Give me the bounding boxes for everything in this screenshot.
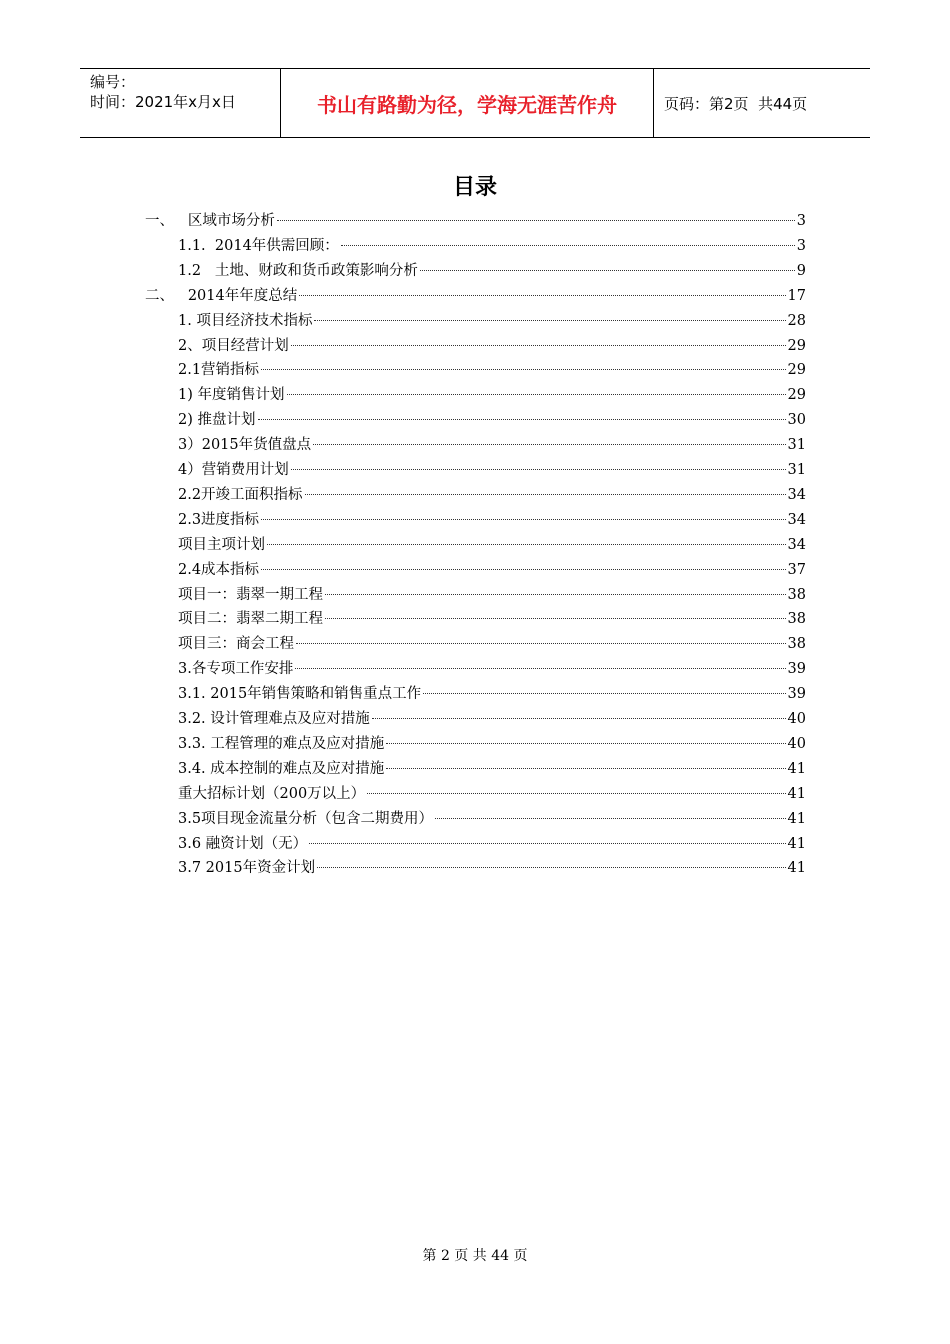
toc-entry[interactable]	[178, 657, 806, 681]
toc-entry-label: 3.5项目现金流量分析（包含二期费用）	[178, 810, 434, 827]
toc-entry[interactable]	[178, 358, 806, 382]
toc-entry-page: 40	[787, 711, 806, 727]
toc-leader-dots	[423, 693, 785, 694]
toc-entry-page: 41	[787, 785, 806, 802]
toc-leader-dots	[291, 469, 786, 470]
toc-leader-dots	[295, 668, 785, 669]
toc-entry-label: 3.6 融资计划（无）	[178, 835, 308, 852]
toc-leader-dots	[341, 245, 795, 246]
toc-leader-dots	[287, 394, 786, 395]
toc-entry-label: 4）营销费用计划	[178, 462, 289, 478]
toc-leader-dots	[420, 270, 795, 271]
toc-entry-label: 一、 区域市场分析	[145, 213, 275, 229]
toc-entry-page: 31	[787, 437, 806, 454]
toc-leader-dots	[261, 569, 785, 570]
toc-entry-label: 3.2. 设计管理难点及应对措施	[178, 711, 370, 727]
toc-entry-page: 29	[787, 387, 806, 404]
toc-leader-dots	[261, 519, 785, 520]
toc-entry[interactable]	[178, 458, 806, 482]
toc-entry-page: 17	[787, 287, 806, 304]
toc-entry-label: 1. 项目经济技术指标	[178, 312, 313, 329]
toc-entry[interactable]	[178, 707, 806, 731]
toc-entry-label: 3.4. 成本控制的难点及应对措施	[178, 760, 385, 777]
toc-entry[interactable]	[178, 682, 806, 706]
toc-entry[interactable]	[178, 433, 806, 457]
page-header	[80, 68, 870, 138]
toc-entry[interactable]	[178, 856, 806, 880]
toc-entry[interactable]	[178, 782, 806, 806]
toc-entry-page: 34	[787, 511, 806, 528]
toc-entry[interactable]	[178, 583, 806, 607]
toc-entry-page: 41	[787, 810, 806, 827]
document-time-label: 时间：2021年x月x日	[90, 93, 236, 111]
toc-leader-dots	[325, 594, 786, 595]
toc-entry[interactable]	[145, 209, 806, 233]
toc-entry[interactable]	[178, 234, 806, 258]
toc-entry-label: 重大招标计划（200万以上）	[178, 785, 366, 802]
toc-entry-label: 1.2 土地、财政和货币政策影响分析	[178, 262, 418, 279]
toc-entry-page: 41	[787, 760, 806, 777]
toc-entry-page: 28	[787, 312, 806, 329]
footer-page-number: 第 2 页 共 44 页	[422, 1248, 528, 1264]
toc-entry-label: 2) 推盘计划	[178, 412, 256, 429]
toc-entry[interactable]	[178, 558, 806, 582]
toc-entry-label: 项目三：商会工程	[178, 636, 294, 653]
toc-entry[interactable]	[178, 533, 806, 557]
toc-leader-dots	[267, 544, 786, 545]
toc-entry[interactable]	[178, 334, 806, 358]
toc-entry[interactable]	[178, 807, 806, 831]
toc-entry-label: 2.1营销指标	[178, 362, 260, 379]
toc-entry-page: 29	[787, 337, 806, 354]
toc-leader-dots	[291, 345, 786, 346]
toc-leader-dots	[386, 743, 785, 744]
toc-leader-dots	[309, 843, 785, 844]
toc-entry[interactable]	[178, 732, 806, 756]
toc-leader-dots	[313, 444, 785, 445]
toc-entry[interactable]	[145, 284, 806, 308]
toc-entry-label: 1) 年度销售计划	[178, 387, 285, 404]
header-meta	[80, 69, 281, 137]
toc-entry-label: 2.3进度指标	[178, 511, 260, 528]
toc-entry-page: 3	[796, 237, 806, 254]
toc-entry-label: 3.1. 2015年销售策略和销售重点工作	[178, 686, 422, 703]
toc-leader-dots	[325, 618, 786, 619]
toc-leader-dots	[305, 494, 786, 495]
toc-entry[interactable]	[178, 309, 806, 333]
toc-entry-page: 38	[787, 611, 806, 628]
toc-title: 目录	[452, 175, 497, 200]
toc-entry-page: 34	[787, 536, 806, 553]
toc-entry[interactable]	[178, 757, 806, 781]
toc-entry-label: 2、项目经营计划	[178, 337, 289, 354]
toc-entry-label: 项目主项计划	[178, 536, 265, 553]
toc-entry-label: 3.各专项工作安排	[178, 661, 294, 678]
header-motto: 书山有路勤为径，学海无涯苦作舟	[281, 69, 654, 137]
toc-leader-dots	[258, 419, 786, 420]
toc-entry[interactable]	[178, 483, 806, 507]
toc-leader-dots	[296, 643, 786, 644]
toc-leader-dots	[317, 867, 785, 868]
toc-entry-page: 9	[796, 262, 806, 279]
toc-entry-page: 31	[787, 462, 806, 478]
toc-leader-dots	[367, 793, 785, 794]
toc-entry[interactable]	[178, 508, 806, 532]
toc-entry-page: 37	[787, 561, 806, 578]
toc-entry-label: 3.7 2015年资金计划	[178, 860, 316, 877]
toc-entry-label: 3）2015年货值盘点	[178, 437, 312, 454]
toc-leader-dots	[314, 320, 785, 321]
header-page-label: 页码：第2页	[664, 94, 749, 113]
toc-entry-page: 41	[787, 835, 806, 852]
toc-entry-label: 3.3. 工程管理的难点及应对措施	[178, 735, 385, 752]
page-footer	[0, 1245, 950, 1265]
toc-leader-dots	[261, 369, 785, 370]
header-total-label: 共44页	[758, 94, 808, 113]
toc-leader-dots	[386, 768, 785, 769]
toc-entry[interactable]	[178, 408, 806, 432]
toc-entry-page: 39	[787, 686, 806, 703]
document-code-label: 编号：	[90, 73, 136, 91]
toc-entry-page: 41	[787, 860, 806, 877]
toc-entry-label: 二、 2014年年度总结	[145, 287, 298, 304]
toc-entry-page: 3	[796, 213, 806, 229]
toc-entry-label: 2.2开竣工面积指标	[178, 486, 303, 503]
toc-entry-label: 项目二：翡翠二期工程	[178, 611, 323, 628]
toc-entry-page: 34	[787, 486, 806, 503]
toc-entry-page: 29	[787, 362, 806, 379]
header-page-info	[654, 69, 870, 137]
toc-entry-page: 39	[787, 661, 806, 678]
toc-entry[interactable]	[178, 383, 806, 407]
toc-entry-label: 项目一：翡翠一期工程	[178, 586, 323, 603]
toc-leader-dots	[435, 818, 785, 819]
toc-entry[interactable]	[178, 632, 806, 656]
toc-entry-page: 38	[787, 586, 806, 603]
toc-leader-dots	[277, 220, 795, 221]
toc-entry-page: 40	[787, 735, 806, 752]
toc-leader-dots	[372, 718, 786, 719]
toc-entry-label: 1.1. 2014年供需回顾：	[178, 237, 339, 254]
toc-entry[interactable]	[178, 607, 806, 631]
toc-leader-dots	[299, 295, 785, 296]
toc-entry-page: 30	[787, 412, 806, 429]
toc-entry-page: 38	[787, 636, 806, 653]
toc-entry[interactable]	[178, 259, 806, 283]
toc-entry[interactable]	[178, 832, 806, 856]
toc-entry-label: 2.4成本指标	[178, 561, 260, 578]
